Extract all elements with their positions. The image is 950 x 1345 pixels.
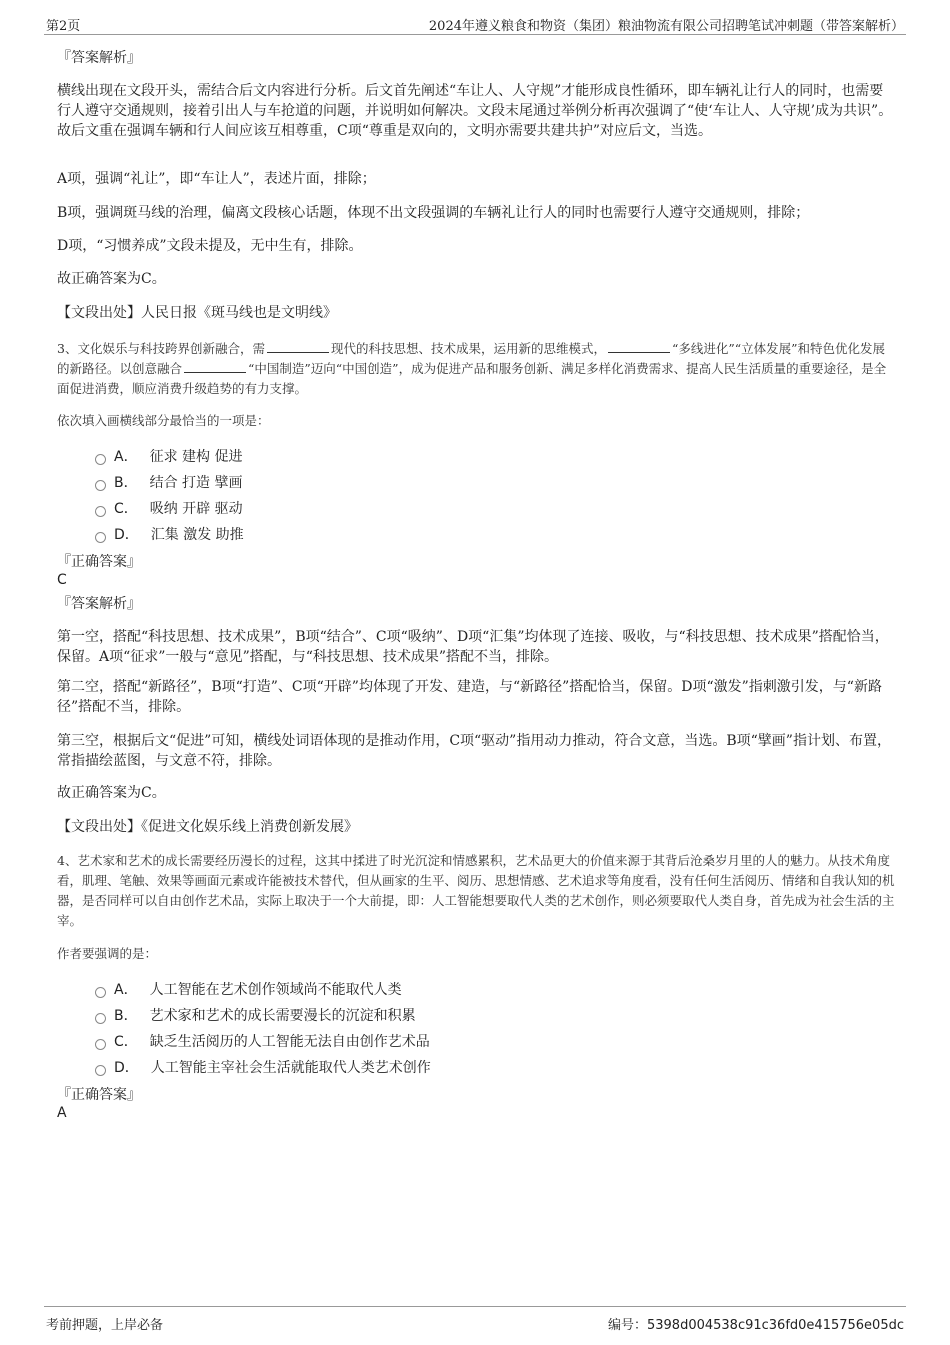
radio-icon[interactable] [95,1039,106,1050]
correct-label: 『正确答案』 [57,1087,141,1103]
q4-option-b[interactable]: B． 艺术家和艺术的成长需要漫长的沉淀和积累 [95,1005,416,1027]
q3-analysis-3: 第三空，根据后文“促进”可知，横线处词语体现的是推动作用，C项“驱动”指用动力推动，符合文意，当选。B项“擘画”指计划、布置，常指描绘蓝图，与文意不符，排除。 [57,733,891,769]
analysis-label: 『答案解析』 [57,50,141,66]
q4-prompt: 作者要强调的是： [57,946,158,961]
q3-answer: C [57,572,67,588]
radio-icon[interactable] [95,506,106,517]
radio-icon[interactable] [95,1013,106,1024]
q3-analysis-2: 第二空，搭配“新路径”，B项“打造”、C项“开辟”均体现了开发、建造，与“新路径”搭配恰当，保留。D项“激发”指刺激引发，与“新路径”搭配不当，排除。 [57,679,882,715]
analysis-label: 『答案解析』 [57,596,141,612]
radio-icon[interactable] [95,532,106,543]
q4-option-d[interactable]: D． 人工智能主宰社会生活就能取代人类艺术创作 [95,1057,431,1079]
q3-option-c[interactable]: C． 吸纳 开辟 驱动 [95,498,243,520]
q3-final-answer: 故正确答案为C。 [57,785,166,801]
q3-stem: 3、文化娱乐与科技跨界创新融合，需 现代的科技思想、技术成果，运用新的思维模式， “多线进化”“立体发展”和特色优化发展的新路径。以创意融合 “中国制造”迈向“中国创造”，成为促进产品和服务创新、满足多样化消费需求、提高人民生活质量的重要途径，是全面促进消费，顺应消费升级趋势的有力支撑。 [57,341,887,396]
q2-analysis: 横线出现在文段开头，需结合后文内容进行分析。后文首先阐述“车让人、人守规”才能形成良性循环，即车辆礼让行人的同时，也需要行人遵守交通规则，接着引出人与车抢道的问题，并说明如何解决。文段末尾通过举例分析再次强调了“使‘车让人、人守规’成为共识”。故后文重在强调车辆和行人间应该互相尊重，C项“尊重是双向的，文明亦需要共建共护”对应后文，当选。 [57,83,893,139]
page-number: 第2页 [46,19,81,34]
q3-option-d[interactable]: D． 汇集 激发 助推 [95,524,244,546]
radio-icon[interactable] [95,480,106,491]
q3-prompt: 依次填入画横线部分最恰当的一项是： [57,413,270,428]
page-footer [44,1306,906,1331]
q4-option-a[interactable]: A． 人工智能在艺术创作领域尚不能取代人类 [95,979,402,1001]
q4-option-c[interactable]: C． 缺乏生活阅历的人工智能无法自由创作艺术品 [95,1031,430,1053]
q2-option-d-note: D项，“习惯养成”文段未提及，无中生有，排除。 [57,238,363,254]
radio-icon[interactable] [95,454,106,465]
q2-option-b-note: B项，强调斑马线的治理，偏离文段核心话题，体现不出文段强调的车辆礼让行人的同时也需要行人遵守交通规则，排除； [57,205,810,221]
document-code: 编号：5398d004538c91c36fd0e415756e05dc [607,1318,904,1333]
blank-line [184,360,246,373]
correct-label: 『正确答案』 [57,554,141,570]
q4-answer: A [57,1105,67,1121]
blank-line [608,340,670,353]
q3-analysis-1: 第一空，搭配“科技思想、技术成果”，B项“结合”、C项“吸纳”、D项“汇集”均体现了连接、吸收，与“科技思想、技术成果”搭配恰当，保留。A项“征求”一般与“意见”搭配，与“科技思想、技术成果”搭配不当，排除。 [57,629,889,665]
blank-line [267,340,329,353]
q4-stem: 4、艺术家和艺术的成长需要经历漫长的过程，这其中揉进了时光沉淀和情感累积，艺术品更大的价值来源于其背后沧桑岁月里的人的魅力。从技术角度看，肌理、笔触、效果等画面元素或许能被技术替代，但从画家的生平、阅历、思想情感、艺术追求等角度看，没有任何生活阅历、情绪和自我认知的机器，是否同样可以自由创作艺术品，实际上取决于一个大前提，即：人工智能想要取代人类的艺术创作，则必须要取代人类自身，首先成为社会生活的主宰。 [57,853,895,928]
document-title: 2024年遵义粮食和物资（集团）粮油物流有限公司招聘笔试冲刺题（带答案解析） [428,19,904,34]
q3-option-a[interactable]: A． 征求 建构 促进 [95,446,242,468]
q2-option-a-note: A项，强调“礼让”，即“车让人”，表述片面，排除； [57,171,376,187]
q3-option-b[interactable]: B． 结合 打造 擘画 [95,472,243,494]
q3-source: 【文段出处】《促进文化娱乐线上消费创新发展》 [57,819,358,835]
page-header [44,12,906,35]
radio-icon[interactable] [95,1065,106,1076]
q2-source: 【文段出处】人民日报《斑马线也是文明线》 [57,305,337,321]
q2-final-answer: 故正确答案为C。 [57,271,166,287]
radio-icon[interactable] [95,987,106,998]
footer-slogan: 考前押题，上岸必备 [46,1318,164,1333]
